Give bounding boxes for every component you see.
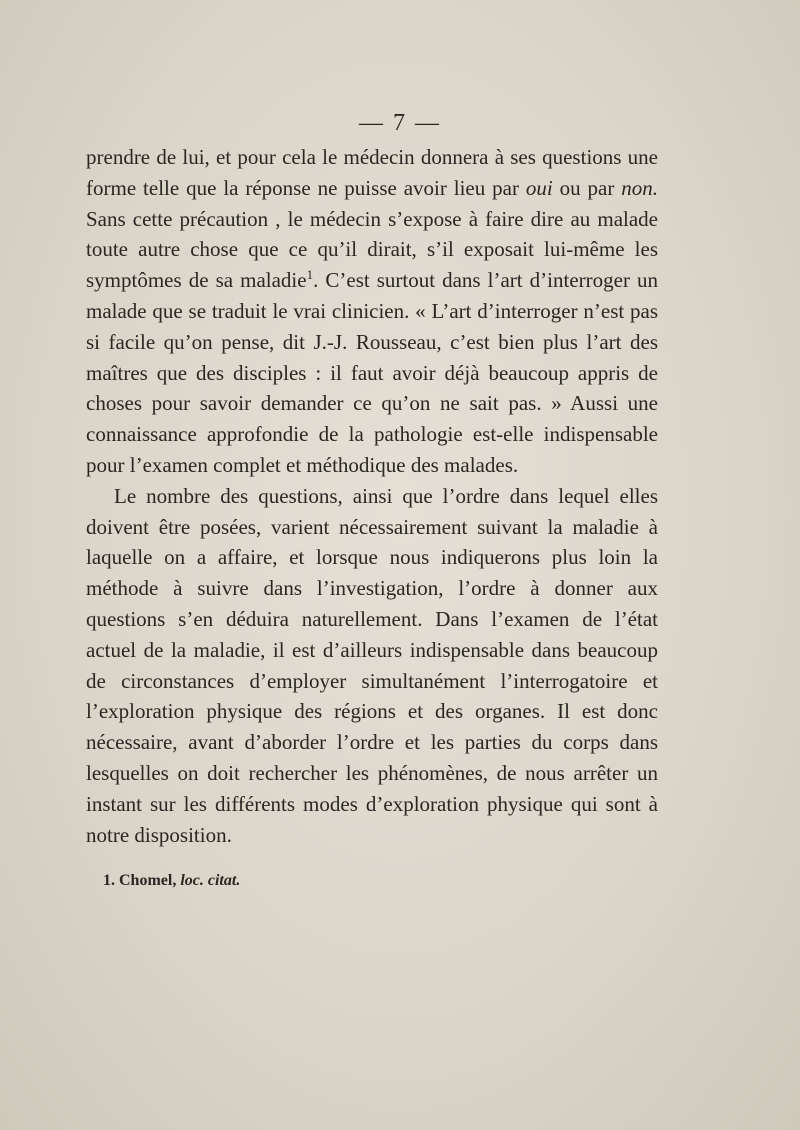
body-text — [86, 142, 658, 850]
paragraph-1-part-3: Sans cette précaution , le médecin s’expose à faire dire au malade toute autre chose que ce qu’il dirait, s’il exposait lui-même les symptômes de sa maladie — [86, 206, 658, 293]
paragraph-1-part-2: ou par — [552, 175, 622, 200]
paragraph-1 — [86, 142, 658, 481]
paragraph-1-part-4: . C’est surtout dans l’art d’interroger un malade que se traduit le vrai clinicien. « L’art d’interroger n’est pas si facile qu’on pense, dit J.-J. Rousseau, c’est bien plus l’art des maîtres que des disciples : il faut avoir déjà beaucoup appris de choses pour savoir demander ce qu’on ne sait pas. » Aussi une connaissance approfondie de la pathologie est-elle indispensable pour l’examen complet et méthodique des malades. — [86, 268, 658, 477]
footnote-reference[interactable]: 1 — [306, 267, 314, 283]
footnote-number: 1. — [103, 872, 115, 889]
paragraph-1-part-1: prendre de lui, et pour cela le médecin donnera à ses questions une forme telle que la réponse ne puisse avoir lieu par — [86, 145, 658, 200]
footnote-author: Chomel, — [119, 872, 177, 889]
footnote-citation: loc. citat. — [180, 872, 241, 889]
italic-oui: oui — [525, 175, 553, 200]
italic-non: non. — [621, 175, 658, 200]
footnote — [103, 872, 240, 890]
paragraph-2: Le nombre des questions, ainsi que l’ordre dans lequel elles doivent être posées, varient nécessairement suivant la maladie à laquelle on a affaire, et lorsque nous indiquerons plus loin la méthode à suivre dans l’investigation, l’ordre à donner aux questions s’en déduira naturellement. Dans l’examen de l’état actuel de la maladie, il est d’ailleurs indispensable dans beaucoup de circonstances d’employer simultanément l’interrogatoire et l’exploration physique des régions et des organes. Il est donc nécessaire, avant d’aborder l’ordre et les parties du corps dans lesquelles on doit rechercher les phénomènes, de nous arrêter un instant sur les différents modes d’exploration physique qui sont à notre disposition. — [86, 483, 658, 847]
page-number: — 7 — — [359, 110, 441, 136]
